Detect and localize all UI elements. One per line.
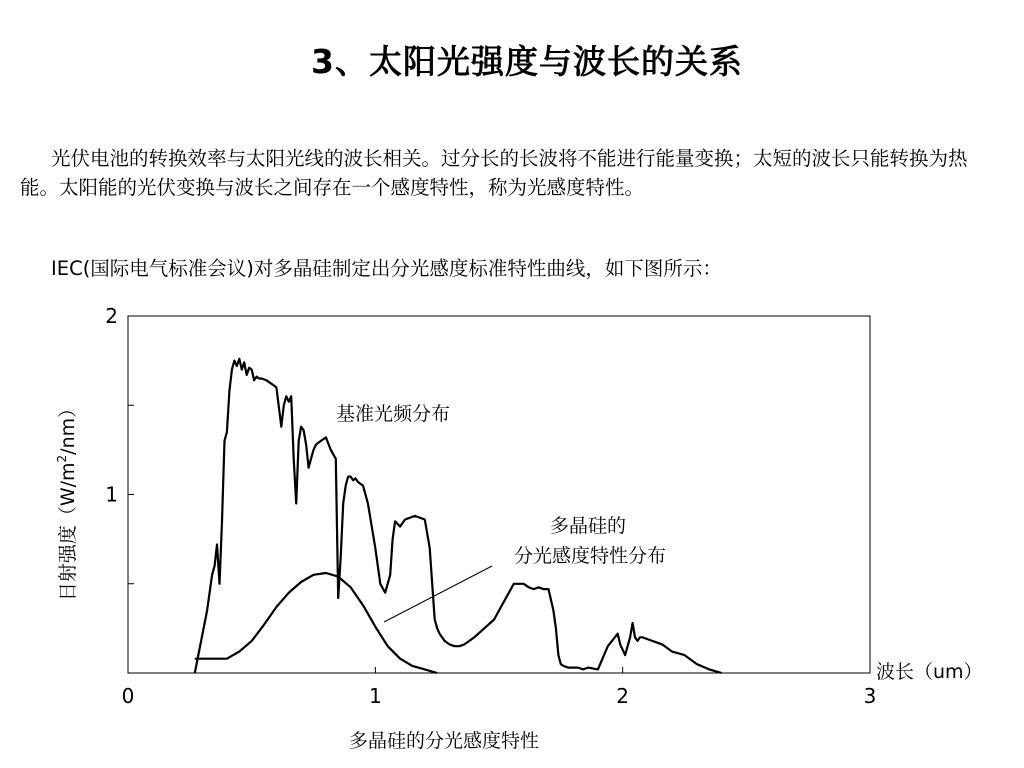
iec-paragraph: IEC(国际电气标准会议)对多晶硅制定出分光感度标准特性曲线，如下图所示： [51, 257, 722, 280]
x-tick-label: 0 [121, 684, 135, 708]
polysilicon-label-line2: 分光感度特性分布 [513, 545, 667, 567]
intro-paragraph: 光伏电池的转换效率与太阳光线的波长相关。过分长的长波将不能进行能量变换；太短的波长只能转换为热能。太阳能的光伏变换与波长之间存在一个感度特性，称为光感度特性。 [20, 147, 968, 199]
y-tick-label: 1 [105, 482, 118, 507]
x-tick-label: 2 [616, 684, 630, 708]
plot-frame [128, 316, 870, 673]
chart-title: 多晶硅的分光感度特性 [348, 730, 540, 752]
polysilicon-response-curve [195, 573, 437, 673]
distribution-callout-line [384, 566, 492, 622]
reference-spectrum-label: 基准光频分布 [336, 403, 451, 425]
x-tick-label: 3 [863, 684, 877, 708]
reference-spectrum-curve [195, 359, 722, 673]
x-axis-label: 波长（um） [876, 661, 983, 683]
y-tick-label: 2 [105, 304, 118, 328]
slide-title: 3、太阳光强度与波长的关系 [311, 42, 743, 81]
y-axis-label: 日射强度$(W/m^2/nm)$ [55, 398, 79, 602]
x-tick-label: 1 [368, 684, 382, 708]
polysilicon-label-line1: 多晶硅的 [549, 515, 627, 537]
